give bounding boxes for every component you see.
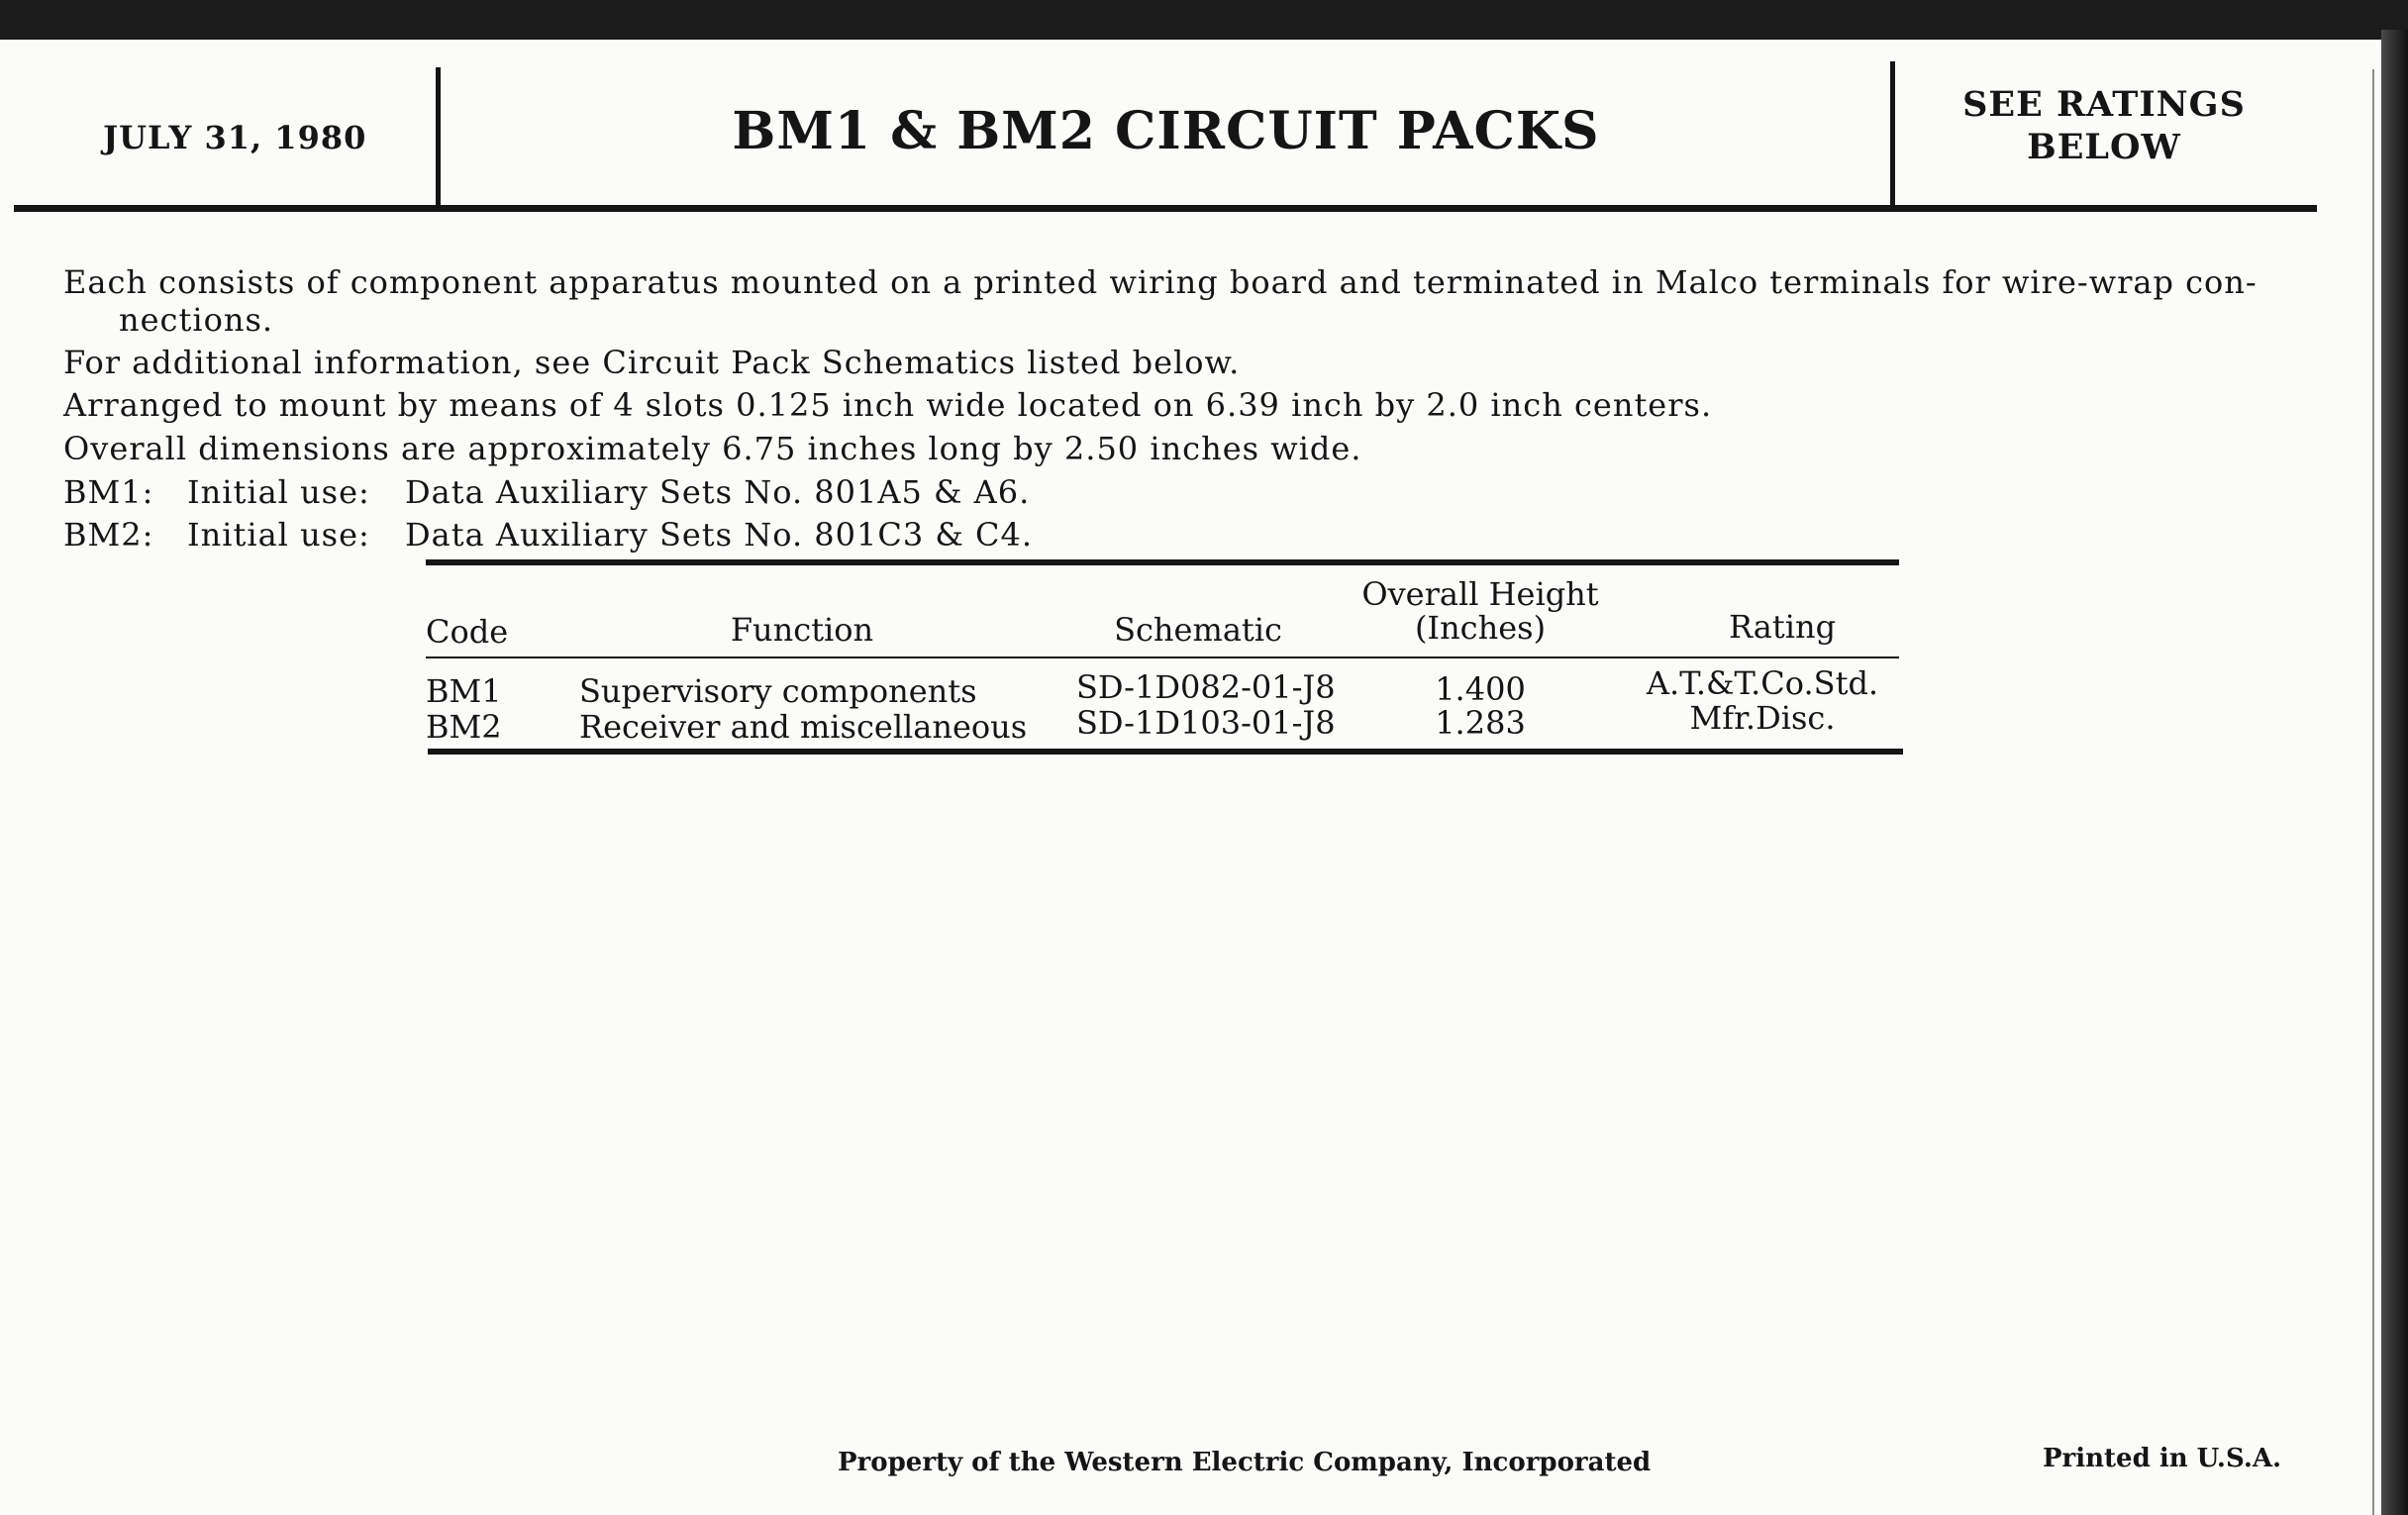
info-paragraph: For additional information, see Circuit Pack Schematics listed below.: [63, 344, 1241, 381]
initial-use-label: Initial use:: [187, 516, 370, 554]
initial-use-text: Data Auxiliary Sets No. 801C3 & C4.: [405, 516, 1034, 554]
header-rule: [14, 205, 2317, 212]
cell-rating: Mfr.Disc.: [1689, 699, 1836, 737]
table-header-rule: [426, 656, 1899, 658]
column-header-schematic: Schematic: [1114, 611, 1282, 649]
initial-use-text: Data Auxiliary Sets No. 801A5 & A6.: [405, 473, 1031, 511]
cell-function: Receiver and miscellaneous: [579, 708, 1028, 746]
initial-use-code: BM2:: [63, 516, 154, 554]
description-line2: nections.: [119, 301, 274, 339]
header-rating-line1: SEE RATINGS: [1962, 84, 2246, 125]
cell-schematic: SD-1D082-01-J8: [1076, 668, 1336, 706]
column-header-rating: Rating: [1728, 608, 1837, 646]
footer-property: Property of the Western Electric Company, Incorporated: [838, 1448, 1652, 1477]
table-bottom-rule: [428, 749, 1903, 755]
cell-rating: A.T.&T.Co.Std.: [1646, 664, 1879, 702]
cell-code: BM1: [426, 672, 502, 710]
header-date: JULY 31, 1980: [103, 119, 367, 156]
header-divider-right: [1890, 61, 1895, 208]
cell-height: 1.283: [1435, 704, 1526, 742]
cell-height: 1.400: [1435, 670, 1526, 708]
header-rating-line2: BELOW: [2027, 127, 2181, 167]
scan-edge-line: [2372, 69, 2374, 1515]
cell-code: BM2: [426, 708, 502, 746]
cell-function: Supervisory components: [579, 672, 977, 710]
page-title: BM1 & BM2 CIRCUIT PACKS: [732, 101, 1600, 161]
initial-use-bm1: [63, 473, 1030, 511]
scan-edge-shadow: [2381, 30, 2408, 1515]
dimensions-paragraph: Overall dimensions are approximately 6.75 inches long by 2.50 inches wide.: [63, 430, 1362, 467]
initial-use-label: Initial use:: [187, 473, 370, 511]
column-header-height: [1332, 577, 1629, 645]
cell-schematic: SD-1D103-01-J8: [1076, 704, 1336, 742]
document-card: [0, 40, 2381, 1515]
column-header-height-line2: (Inches): [1414, 609, 1547, 647]
table-top-rule: [426, 559, 1899, 565]
initial-use-code: BM1:: [63, 473, 154, 511]
column-header-function: Function: [730, 611, 874, 649]
initial-use-bm2: [63, 516, 1033, 554]
mounting-paragraph: Arranged to mount by means of 4 slots 0.125 inch wide located on 6.39 inch by 2.0 inch centers.: [63, 386, 1713, 424]
header-rating-note: [1911, 83, 2297, 168]
footer-printed: Printed in U.S.A.: [2043, 1444, 2282, 1473]
description-line1: Each consists of component apparatus mounted on a printed wiring board and terminated in Malco terminals for wire-wrap con-: [63, 263, 2258, 301]
column-header-height-line1: Overall Height: [1361, 575, 1599, 613]
column-header-code: Code: [426, 613, 509, 651]
